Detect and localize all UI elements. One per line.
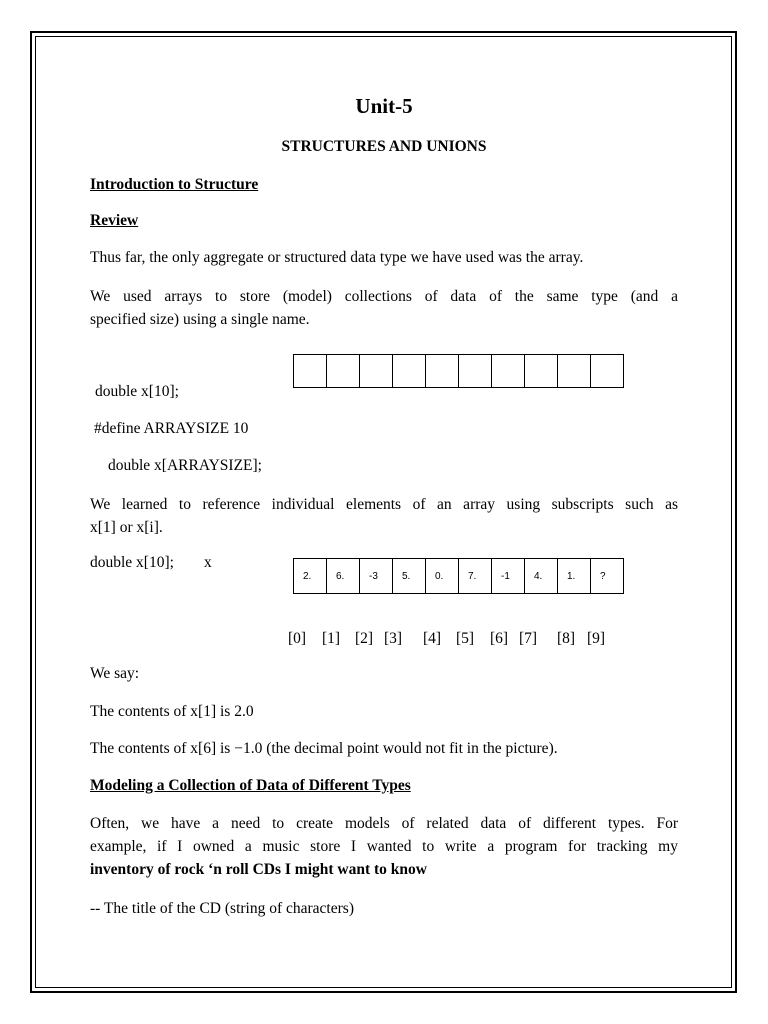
page-title: Unit-5 xyxy=(355,94,413,118)
array-index-label: [7] xyxy=(519,630,538,647)
heading-modeling: Modeling a Collection of Data of Different Types xyxy=(90,777,411,794)
array-index-label: [9] xyxy=(587,630,606,647)
array-index-label: [2] xyxy=(355,630,374,647)
heading-review: Review xyxy=(90,212,139,229)
code-declaration: double x[10]; xyxy=(95,383,179,400)
bullet-cd-title: -- The title of the CD (string of characters) xyxy=(90,900,354,917)
array-value-cell: 6. xyxy=(326,558,360,594)
array-cell xyxy=(326,354,360,388)
array-index-label: [3] xyxy=(384,630,403,647)
array-index-label: [1] xyxy=(322,630,341,647)
array-cell xyxy=(491,354,525,388)
array-index-label: [8] xyxy=(557,630,576,647)
array-value-cell: -3 xyxy=(359,558,393,594)
code-declaration-macro: double x[ARRAYSIZE]; xyxy=(108,457,262,474)
array-cell xyxy=(590,354,624,388)
paragraph-line: x[1] or x[i]. xyxy=(90,519,163,536)
paragraph-line: We used arrays to store (model) collections of data of the same type (and a xyxy=(90,288,678,305)
array-value-cell: 2. xyxy=(293,558,327,594)
array-value-cell: 5. xyxy=(392,558,426,594)
array-index-label: [4] xyxy=(423,630,442,647)
paragraph-arrays xyxy=(90,285,678,331)
array-index-label: [6] xyxy=(490,630,509,647)
array-value-cell: -1 xyxy=(491,558,525,594)
code-variable-label: x xyxy=(204,554,212,571)
array-index-label: [5] xyxy=(456,630,475,647)
code-declaration-2: double x[10]; xyxy=(90,554,174,571)
filled-array-diagram xyxy=(293,558,624,594)
array-cell xyxy=(359,354,393,388)
paragraph-line: specified size) using a single name. xyxy=(90,311,310,328)
contents-x6-text: The contents of x[6] is −1.0 (the decimal point would not fit in the picture). xyxy=(90,740,558,757)
array-value-cell: ? xyxy=(590,558,624,594)
heading-introduction: Introduction to Structure xyxy=(90,176,259,193)
paragraph-subscripts xyxy=(90,493,678,539)
array-value-cell: 1. xyxy=(557,558,591,594)
array-cell xyxy=(392,354,426,388)
array-value-cell: 7. xyxy=(458,558,492,594)
array-value-cell: 0. xyxy=(425,558,459,594)
empty-array-diagram xyxy=(293,354,624,388)
array-index-label: [0] xyxy=(288,630,307,647)
paragraph-line: example, if I owned a music store I wanted to write a program for tracking my xyxy=(90,838,678,855)
array-cell xyxy=(524,354,558,388)
contents-x1-text: The contents of x[1] is 2.0 xyxy=(90,703,254,720)
array-cell xyxy=(458,354,492,388)
paragraph-aggregate: Thus far, the only aggregate or structured data type we have used was the array. xyxy=(90,249,584,266)
array-cell xyxy=(293,354,327,388)
paragraph-line: We learned to reference individual elements of an array using subscripts such as xyxy=(90,496,678,513)
array-value-cell: 4. xyxy=(524,558,558,594)
paragraph-music-store xyxy=(90,812,678,881)
paragraph-line: Often, we have a need to create models of related data of different types. For xyxy=(90,815,678,832)
paragraph-line: inventory of rock ‘n roll CDs I might want to know xyxy=(90,861,427,878)
array-cell xyxy=(557,354,591,388)
array-cell xyxy=(425,354,459,388)
page-subtitle: STRUCTURES AND UNIONS xyxy=(281,138,487,155)
we-say-text: We say: xyxy=(90,665,140,682)
code-define: #define ARRAYSIZE 10 xyxy=(94,420,249,437)
